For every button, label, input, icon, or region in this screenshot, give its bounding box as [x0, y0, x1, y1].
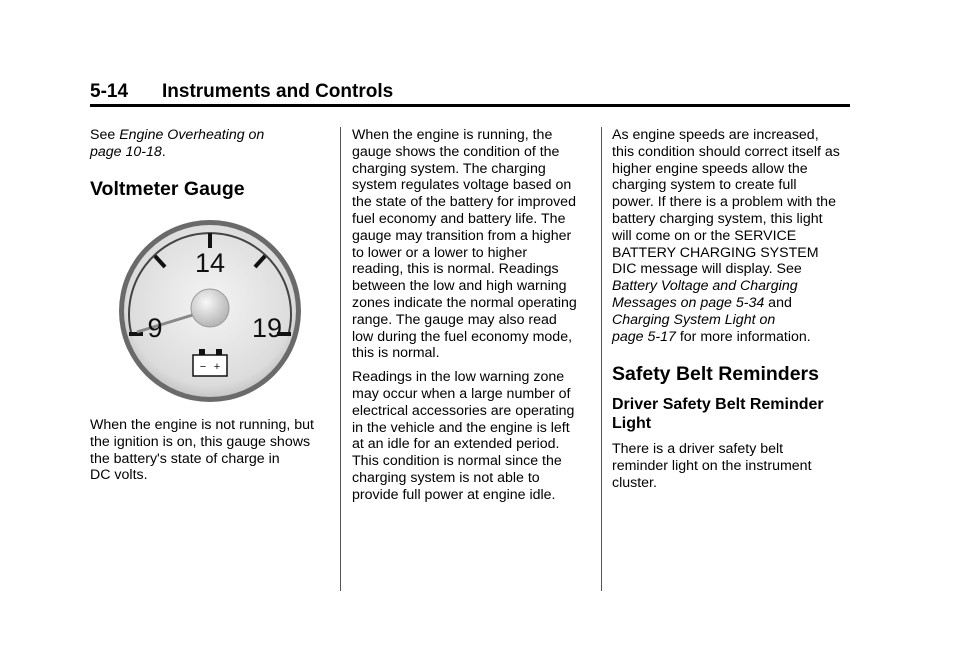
text-line: gauge may transition from a higher: [352, 227, 572, 244]
text-line: power. If there is a problem with the: [612, 194, 836, 211]
battery-plus: +: [213, 361, 221, 373]
charging-light-link-line1[interactable]: Charging System Light on: [612, 311, 776, 328]
text-line: the battery's state of charge in: [90, 450, 280, 467]
low-warning-paragraph: [352, 369, 590, 503]
column-2: [352, 127, 590, 504]
charging-light-link-line2[interactable]: page 5-17: [612, 328, 676, 345]
text-line: between the low and high warning: [352, 278, 567, 295]
subheading-line: Light: [612, 414, 652, 432]
gauge-hub: [191, 289, 229, 327]
text-line: system regulates voltage based on: [352, 177, 572, 194]
text-line: DIC message will display. See: [612, 261, 802, 278]
gauge-label-mid: 14: [194, 248, 226, 278]
text-line: at an idle for an extended period.: [352, 436, 560, 453]
text-line: charging system is not able to: [352, 469, 540, 486]
overheating-link-line2[interactable]: page 10-18: [90, 143, 162, 160]
text-line: cluster.: [612, 474, 657, 491]
more-info-text: for more information.: [675, 328, 811, 345]
text-line: reading, this is normal. Readings: [352, 261, 559, 278]
text-line: to lower or a lower to higher: [352, 244, 528, 261]
driver-reminder-subheading: [612, 396, 854, 433]
text-line: will come on or the SERVICE: [612, 227, 797, 244]
text-line: Readings in the low warning zone: [352, 369, 565, 386]
text-line: This condition is normal since the: [352, 453, 562, 470]
text-line: charging system. The charging: [352, 160, 546, 177]
text-line: electrical accessories are operating: [352, 402, 575, 419]
speeds-paragraph: [612, 127, 854, 345]
text-line: the state of the battery for improved: [352, 194, 576, 211]
text-line: low during the fuel economy mode,: [352, 328, 573, 345]
text-line: higher engine speeds allow the: [612, 160, 808, 177]
voltmeter-paragraph: [90, 417, 328, 484]
text-line: in the vehicle and the engine is left: [352, 419, 570, 436]
text-line: charging system to create full: [612, 177, 797, 194]
and-text: and: [764, 294, 792, 311]
page-header: [90, 80, 393, 104]
column-divider-2: [601, 127, 602, 591]
running-paragraph: [352, 127, 590, 362]
gauge-label-low: 9: [147, 313, 163, 343]
voltmeter-heading: Voltmeter Gauge: [90, 177, 245, 200]
text-line: When the engine is running, the: [352, 127, 553, 143]
text-line: DC volts.: [90, 467, 148, 484]
safety-belt-heading: Safety Belt Reminders: [612, 363, 819, 386]
text-line: this condition should correct itself as: [612, 143, 840, 160]
page-number: 5-14: [90, 81, 129, 102]
column-1: [90, 127, 328, 201]
battery-voltage-link-line1[interactable]: Battery Voltage and Charging: [612, 278, 798, 295]
text-line: this is normal.: [352, 345, 440, 362]
text-line: BATTERY CHARGING SYSTEM: [612, 244, 819, 261]
see-suffix: .: [161, 143, 166, 160]
battery-voltage-link-line2[interactable]: Messages on page 5-34: [612, 294, 765, 311]
text-line: gauge shows the condition of the: [352, 143, 560, 160]
subheading-line: Driver Safety Belt Reminder: [612, 396, 824, 414]
text-line: reminder light on the instrument: [612, 458, 812, 475]
battery-minus: −: [199, 361, 207, 373]
text-line: zones indicate the normal operating: [352, 294, 577, 311]
gauge-label-high: 19: [251, 313, 283, 343]
text-line: the ignition is on, this gauge shows: [90, 433, 311, 450]
text-line: There is a driver safety belt: [612, 441, 784, 458]
see-prefix: See: [90, 127, 120, 143]
text-line: range. The gauge may also read: [352, 311, 557, 328]
see-reference: [90, 127, 328, 161]
text-line: may occur when a large number of: [352, 385, 571, 402]
driver-reminder-paragraph: [612, 441, 854, 491]
text-line: battery charging system, this light: [612, 210, 823, 227]
text-line: provide full power at engine idle.: [352, 486, 556, 503]
column-3: [612, 127, 854, 492]
text-line: When the engine is not running, but: [90, 417, 315, 433]
text-line: fuel economy and battery life. The: [352, 210, 566, 227]
text-line: As engine speeds are increased,: [612, 127, 819, 143]
column-divider-1: [340, 127, 341, 591]
voltmeter-gauge-illustration: [117, 218, 303, 404]
header-rule: [90, 104, 850, 107]
section-title: Instruments and Controls: [162, 81, 394, 102]
overheating-link-line1[interactable]: Engine Overheating on: [119, 127, 265, 143]
